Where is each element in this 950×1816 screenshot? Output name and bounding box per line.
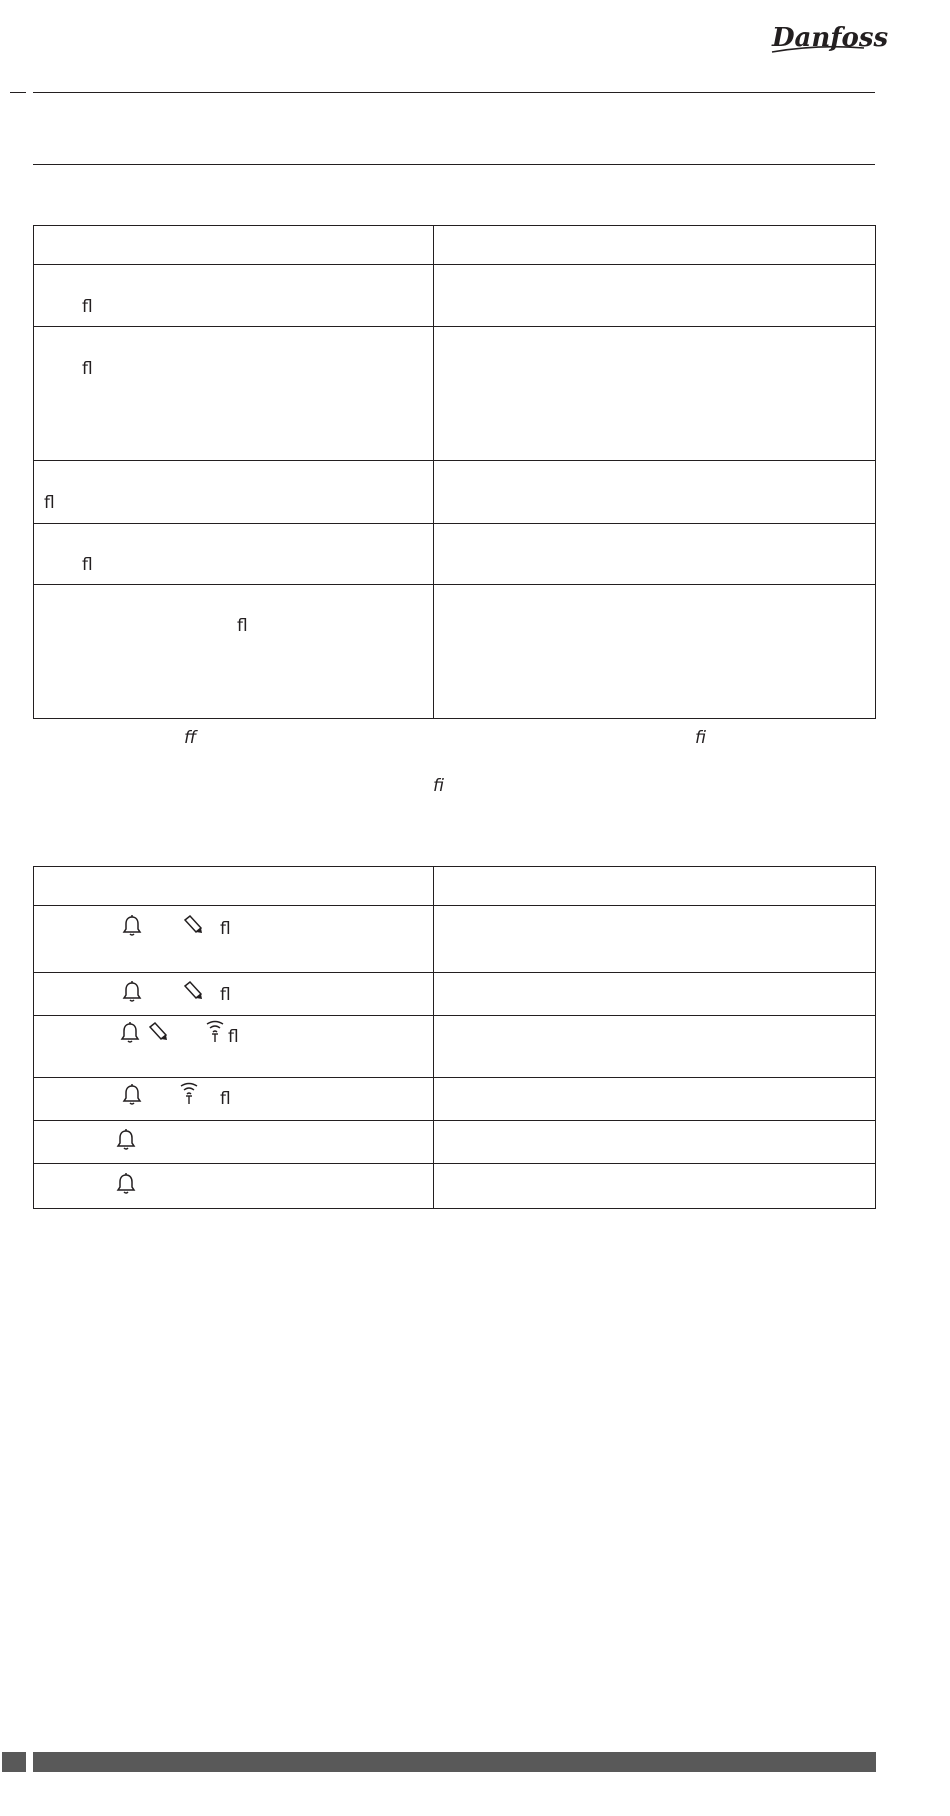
pencil-icon [182,980,204,1004]
section-rule [33,164,875,165]
header-rule [33,92,875,93]
pencil-icon [182,914,204,938]
margin-tick [10,92,26,93]
footer-page-tab [2,1752,26,1772]
danfoss-logo [768,14,889,58]
table-row-marker: ﬂ [228,1027,239,1047]
table-2-row-divider [34,1120,875,1121]
bell-icon [119,1021,141,1045]
table-1-row-divider [34,326,875,327]
svg-text:Danfoss: Danfoss [772,23,889,53]
table-2-row-divider [34,1077,875,1078]
note-marker: ﬁ [433,776,444,796]
note-marker: ﬁ [695,728,706,748]
bell-icon [121,980,143,1004]
table-row-marker: ﬂ [237,616,248,636]
table-2 [33,866,876,1209]
table-row-marker: ﬂ [220,1089,231,1109]
table-row-marker: ﬂ [44,493,55,513]
note-marker: ﬀ [184,728,197,748]
table-row-marker: ﬂ [82,555,93,575]
table-2-row-divider [34,972,875,973]
footer-bar [33,1752,876,1772]
bell-icon [115,1172,137,1196]
antenna-icon [178,1081,200,1105]
table-1-row-divider [34,584,875,585]
table-row-marker: ﬂ [82,359,93,379]
pencil-icon [147,1021,169,1045]
table-1 [33,225,876,719]
table-2-header-divider [34,905,875,906]
table-row-marker: ﬂ [220,919,231,939]
bell-icon [115,1128,137,1152]
bell-icon [121,914,143,938]
table-2-column-divider [433,867,434,1208]
table-1-header-divider [34,264,875,265]
antenna-icon [204,1019,226,1043]
table-2-row-divider [34,1015,875,1016]
table-1-row-divider [34,460,875,461]
table-1-row-divider [34,523,875,524]
table-1-column-divider [433,226,434,718]
table-2-row-divider [34,1163,875,1164]
table-row-marker: ﬂ [82,297,93,317]
table-row-marker: ﬂ [220,985,231,1005]
bell-icon [121,1083,143,1107]
